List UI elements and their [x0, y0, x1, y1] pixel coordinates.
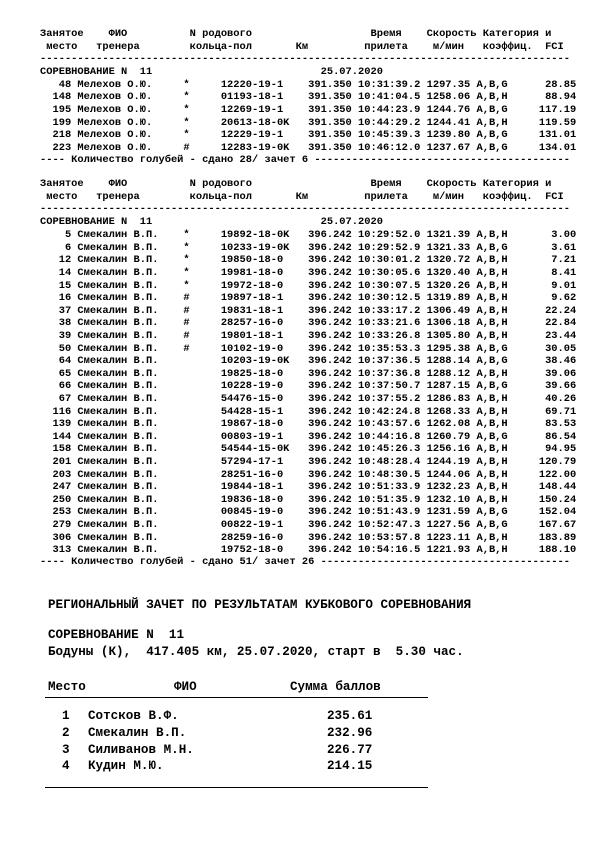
result-row: 148 Мелехов О.Ю. * 01193-18-1 391.350 10:41:04.5 1258.06 A,B,H 88.94: [40, 91, 577, 104]
regional-competition: СОРЕВНОВАНИЕ N 11: [48, 628, 185, 642]
result-row: 203 Смекалин В.П. 28251-16-0 396.242 10:48:30.5 1244.06 A,B,H 122.00: [40, 468, 577, 481]
table-header-rule: -------------------------------------------------------------------------------------: [40, 203, 571, 216]
place-cell: 1: [62, 709, 70, 723]
competition-1-title: СОРЕВНОВАНИЕ N 11 25.07.2020: [40, 66, 383, 78]
table-header-line-2: место тренера кольца-пол Км прилета м/мин коэффиц. FCI: [40, 190, 564, 203]
place-cell: 2: [62, 725, 70, 740]
result-row: 158 Смекалин В.П. 54544-15-0K 396.242 10:45:26.3 1256.16 A,B,H 94.95: [40, 443, 577, 456]
name-cell: Смекалин В.П.: [88, 725, 187, 740]
table-header-line-1: Занятое ФИО N родового Время Скорость Категория и: [40, 28, 552, 40]
result-row: 15 Смекалин В.П. * 19972-18-0 396.242 10:30:07.5 1320.26 A,B,H 9.01: [40, 279, 577, 292]
result-row: 116 Смекалин В.П. 54428-15-1 396.242 10:42:24.8 1268.33 A,B,H 69.71: [40, 405, 577, 418]
result-row: 144 Смекалин В.П. 00803-19-1 396.242 10:44:16.8 1260.79 A,B,G 86.54: [40, 430, 577, 443]
competition-2-summary: ---- Количество голубей - сдано 51/ зачет 26 ----------------------------------------: [40, 556, 571, 568]
name-cell: Кудин М.Ю.: [88, 759, 164, 774]
result-row: 38 Смекалин В.П. # 28257-16-0 396.242 10:33:21.6 1306.18 A,B,H 22.84: [40, 317, 577, 330]
result-row: 250 Смекалин В.П. 19836-18-0 396.242 10:51:35.9 1232.10 A,B,H 150.24: [40, 493, 577, 506]
result-row: 39 Смекалин В.П. # 19801-18-1 396.242 10:33:26.8 1305.80 A,B,H 23.44: [40, 330, 577, 342]
result-row: 64 Смекалин В.П. 10203-19-0K 396.242 10:37:36.5 1288.14 A,B,G 38.46: [40, 355, 577, 368]
column-header-name: ФИО: [174, 680, 197, 694]
result-row: 253 Смекалин В.П. 00845-19-0 396.242 10:51:43.9 1231.59 A,B,G 152.04: [40, 506, 577, 519]
result-row: 67 Смекалин В.П. 54476-15-0 396.242 10:37:55.2 1286.83 A,B,H 40.26: [40, 393, 577, 405]
result-row: 223 Мелехов О.Ю. # 12283-19-0K 391.350 10:46:12.0 1237.67 A,B,G 134.01: [40, 141, 577, 154]
table-bottom-rule: [45, 787, 428, 788]
name-cell: Сотсков В.Ф.: [88, 709, 179, 723]
sum-cell: 226.77: [327, 742, 373, 757]
result-row: 279 Смекалин В.П. 00822-19-1 396.242 10:52:47.3 1227.56 A,B,G 167.67: [40, 519, 577, 531]
result-row: 139 Смекалин В.П. 19867-18-0 396.242 10:43:57.6 1262.08 A,B,H 83.53: [40, 418, 577, 431]
sum-cell: 235.61: [327, 709, 373, 723]
place-cell: 4: [62, 759, 70, 774]
place-cell: 3: [62, 742, 70, 757]
result-row: 14 Смекалин В.П. * 19981-18-0 396.242 10:30:05.6 1320.40 A,B,H 8.41: [40, 267, 577, 279]
result-row: 48 Мелехов О.Ю. * 12220-19-1 391.350 10:31:39.2 1297.35 A,B,G 28.85: [40, 78, 577, 91]
sum-cell: 214.15: [327, 759, 373, 774]
competition-1-summary: ---- Количество голубей - сдано 28/ зачет 6 -----------------------------------------: [40, 154, 571, 167]
table-top-rule: [45, 697, 428, 698]
result-row: 306 Смекалин В.П. 28259-16-0 396.242 10:53:57.8 1223.11 A,B,H 183.89: [40, 531, 577, 544]
result-row: 6 Смекалин В.П. * 10233-19-0K 396.242 10:29:52.9 1321.33 A,B,G 3.61: [40, 241, 577, 254]
regional-details: Бодуны (К), 417.405 км, 25.07.2020, старт в 5.30 час.: [48, 645, 464, 659]
result-row: 65 Смекалин В.П. 19825-18-0 396.242 10:37:36.8 1288.12 A,B,H 39.06: [40, 367, 577, 380]
sum-cell: 232.96: [327, 725, 373, 740]
result-row: 199 Мелехов О.Ю. * 20613-18-0K 391.350 10:44:29.2 1244.41 A,B,H 119.59: [40, 116, 577, 129]
column-header-place: Место: [48, 680, 86, 694]
result-row: 247 Смекалин В.П. 19844-18-1 396.242 10:51:33.9 1232.23 A,B,H 148.44: [40, 481, 577, 494]
table-header-line-1: Занятое ФИО N родового Время Скорость Категория и: [40, 178, 552, 190]
table-header-line-2: место тренера кольца-пол Км прилета м/мин коэффиц. FCI: [40, 40, 564, 53]
result-row: 195 Мелехов О.Ю. * 12269-19-1 391.350 10:44:23.9 1244.76 A,B,G 117.19: [40, 104, 577, 116]
result-row: 201 Смекалин В.П. 57294-17-1 396.242 10:48:28.4 1244.19 A,B,H 120.79: [40, 456, 577, 468]
table-header-rule: -------------------------------------------------------------------------------------: [40, 53, 571, 66]
name-cell: Силиванов М.Н.: [88, 742, 194, 757]
result-row: 218 Мелехов О.Ю. * 12229-19-1 391.350 10:45:39.3 1239.80 A,B,G 131.01: [40, 129, 577, 142]
result-row: 5 Смекалин В.П. * 19892-18-0K 396.242 10:29:52.0 1321.39 A,B,H 3.00: [40, 229, 577, 242]
competition-2-title: СОРЕВНОВАНИЕ N 11 25.07.2020: [40, 216, 383, 228]
result-row: 12 Смекалин В.П. * 19850-18-0 396.242 10:30:01.2 1320.72 A,B,H 7.21: [40, 254, 577, 267]
result-row: 313 Смекалин В.П. 19752-18-0 396.242 10:54:16.5 1221.93 A,B,H 188.10: [40, 544, 577, 557]
column-header-sum: Сумма баллов: [290, 680, 381, 694]
result-row: 50 Смекалин В.П. # 10102-19-0 396.242 10:35:53.3 1295.38 A,B,G 30.05: [40, 342, 577, 355]
regional-heading: РЕГИОНАЛЬНЫЙ ЗАЧЕТ ПО РЕЗУЛЬТАТАМ КУБКОВОГО СОРЕВНОВАНИЯ: [48, 598, 472, 612]
result-row: 16 Смекалин В.П. # 19897-18-1 396.242 10:30:12.5 1319.89 A,B,H 9.62: [40, 292, 577, 305]
result-row: 66 Смекалин В.П. 10228-19-0 396.242 10:37:50.7 1287.15 A,B,G 39.66: [40, 380, 577, 393]
result-row: 37 Смекалин В.П. # 19831-18-1 396.242 10:33:17.2 1306.49 A,B,H 22.24: [40, 304, 577, 317]
